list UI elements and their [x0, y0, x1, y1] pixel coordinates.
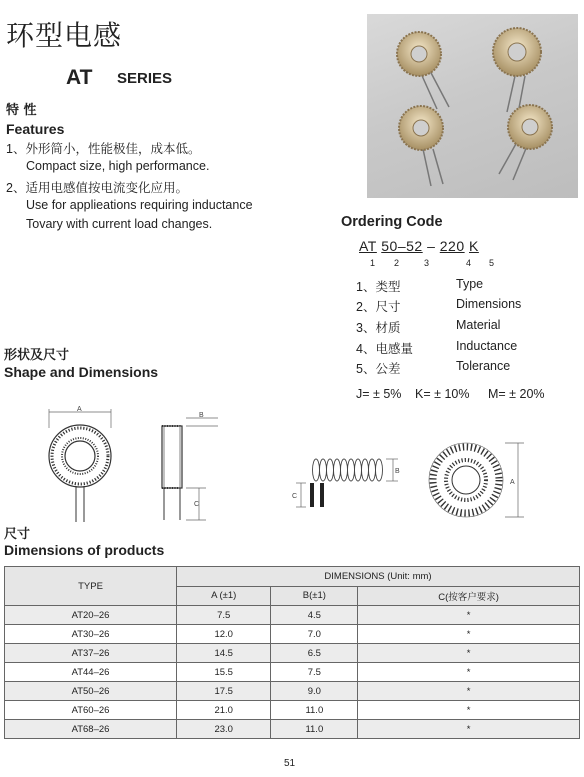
col-header-b: B(±1) — [271, 586, 358, 606]
cell-c: * — [358, 701, 580, 720]
cell-b: 9.0 — [271, 682, 358, 701]
cell-type: AT37–26 — [5, 644, 177, 663]
cell-c: * — [358, 606, 580, 625]
code-index-3: 3 — [424, 258, 430, 268]
cell-b: 11.0 — [271, 701, 358, 720]
cell-type: AT20–26 — [5, 606, 177, 625]
shape-heading-cn: 形状及尺寸 — [4, 348, 70, 363]
tolerance-j: J= ± 5% — [356, 387, 402, 401]
cell-a: 23.0 — [177, 720, 271, 739]
toroid-image-4 — [499, 105, 552, 180]
cell-type: AT60–26 — [5, 701, 177, 720]
feature-2-cn: 2、适用电感值按电流变化应用。 — [6, 181, 188, 195]
tolerance-k: K= ± 10% — [415, 387, 470, 401]
shape-heading-en: Shape and Dimensions — [4, 364, 159, 380]
table-row — [5, 720, 580, 739]
cell-b: 11.0 — [271, 720, 358, 739]
order-item-4-en: Inductance — [456, 339, 518, 353]
order-item-2-cn: 2、尺寸 — [356, 300, 401, 314]
order-item-3-cn: 3、材质 — [356, 321, 401, 335]
series-code: AT — [66, 66, 93, 89]
cell-c: * — [358, 625, 580, 644]
ordering-code-title: Ordering Code — [341, 214, 443, 230]
order-item-3-en: Material — [456, 318, 501, 332]
cell-a: 21.0 — [177, 701, 271, 720]
cell-c: * — [358, 644, 580, 663]
cell-a: 7.5 — [177, 606, 271, 625]
code-part-dimension: 50–52 — [381, 238, 423, 254]
ordering-code-example — [359, 238, 479, 254]
order-item-1-cn: 1、类型 — [356, 280, 401, 294]
col-header-type: TYPE — [5, 567, 177, 606]
dimension-drawings — [0, 404, 584, 526]
order-item-5-en: Tolerance — [456, 359, 511, 373]
cell-a: 12.0 — [177, 625, 271, 644]
cell-b: 7.5 — [271, 663, 358, 682]
cell-a: 15.5 — [177, 663, 271, 682]
cell-type: AT50–26 — [5, 682, 177, 701]
product-photo — [367, 14, 578, 198]
feature-1-cn: 1、外形简小，性能极佳，成本低。 — [6, 142, 201, 156]
toroid-image-2 — [493, 28, 541, 112]
toroid-image-1 — [397, 32, 449, 109]
code-index-4: 4 — [466, 258, 472, 268]
dim-label-c-coil: C — [292, 493, 298, 500]
order-item-4-cn: 4、电感量 — [356, 342, 413, 356]
feature-2-en-cont: Tovary with current load changes. — [26, 217, 213, 231]
order-item-2-en: Dimensions — [456, 297, 522, 311]
code-index-5: 5 — [489, 258, 495, 268]
col-header-a: A (±1) — [177, 586, 271, 606]
dim-label-a-front: A — [77, 406, 82, 413]
table-row — [5, 606, 580, 625]
dimensions-heading-cn: 尺寸 — [4, 527, 31, 542]
feature-2-en: Use for applieations requiring inductance — [26, 198, 253, 212]
page-title: 环型电感 — [6, 19, 123, 52]
code-index-1: 1 — [370, 258, 376, 268]
cell-type: AT44–26 — [5, 663, 177, 682]
cell-a: 14.5 — [177, 644, 271, 663]
col-header-c: C(按客户要求) — [358, 586, 580, 606]
cell-c: * — [358, 682, 580, 701]
table-row — [5, 682, 580, 701]
table-row — [5, 701, 580, 720]
cell-type: AT68–26 — [5, 720, 177, 739]
dim-label-a-top: A — [510, 479, 515, 486]
features-heading-cn: 特 性 — [6, 103, 37, 118]
page-number: 51 — [284, 758, 296, 769]
table-row — [5, 663, 580, 682]
code-index-2: 2 — [394, 258, 400, 268]
dim-label-c-side: C — [194, 501, 200, 508]
dimensions-table — [4, 566, 580, 739]
series-label: SERIES — [117, 70, 173, 87]
cell-b: 6.5 — [271, 644, 358, 663]
col-header-dimensions: DIMENSIONS (Unit: mm) — [177, 567, 580, 587]
dimensions-heading-en: Dimensions of products — [4, 542, 165, 558]
table-row — [5, 625, 580, 644]
cell-type: AT30–26 — [5, 625, 177, 644]
dim-label-b-side: B — [199, 412, 204, 419]
front-view-drawing — [49, 406, 111, 522]
code-part-tolerance: K — [469, 238, 479, 254]
cell-c: * — [358, 720, 580, 739]
feature-1-en: Compact size, high performance. — [26, 159, 210, 173]
code-part-type: AT — [359, 238, 377, 254]
tolerance-m: M= ± 20% — [488, 387, 545, 401]
dim-label-b-coil: B — [395, 468, 400, 475]
order-item-1-en: Type — [456, 277, 484, 291]
cell-b: 4.5 — [271, 606, 358, 625]
cell-c: * — [358, 663, 580, 682]
top-view-drawing — [429, 443, 524, 517]
table-row — [5, 644, 580, 663]
side-view-drawing — [162, 412, 218, 520]
features-heading-en: Features — [6, 121, 65, 137]
toroid-image-3 — [399, 106, 443, 186]
code-separator: – — [427, 238, 436, 254]
coil-view-drawing — [292, 459, 400, 507]
cell-b: 7.0 — [271, 625, 358, 644]
code-part-inductance: 220 — [439, 238, 465, 254]
cell-a: 17.5 — [177, 682, 271, 701]
order-item-5-cn: 5、公差 — [356, 362, 401, 376]
